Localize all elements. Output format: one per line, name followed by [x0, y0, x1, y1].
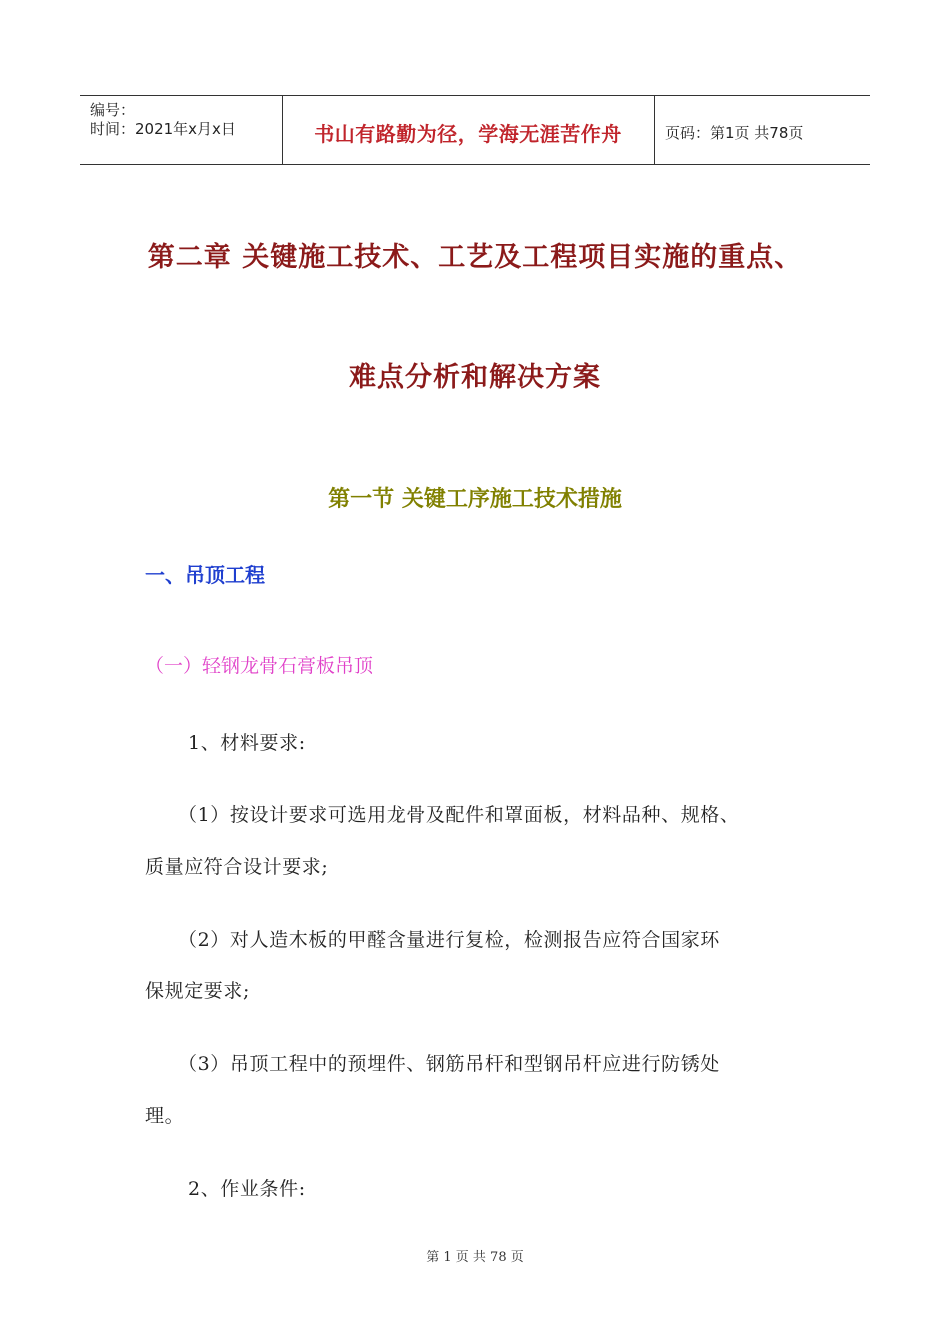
- para1-line1: （1）按设计要求可选用龙骨及配件和罩面板，材料品种、规格、: [178, 804, 740, 826]
- page-code: 页码：第1页 共78页: [665, 124, 804, 142]
- para1-line2: 质量应符合设计要求;: [145, 856, 329, 878]
- para2-line1: （2）对人造木板的甲醛含量进行复检，检测报告应符合国家环: [178, 929, 720, 951]
- para3-line1: （3）吊顶工程中的预埋件、钢筋吊杆和型钢吊杆应进行防锈处: [178, 1053, 720, 1075]
- item-work-conditions: 2、作业条件:: [188, 1178, 306, 1200]
- motto: 书山有路勤为径，学海无涯苦作舟: [314, 122, 622, 146]
- chapter-title-line2: 难点分析和解决方案: [349, 362, 601, 393]
- para3-line2: 理。: [145, 1105, 185, 1127]
- heading-light-steel-keel: （一）轻钢龙骨石膏板吊顶: [145, 655, 374, 677]
- heading-ceiling-works: 一、吊顶工程: [145, 563, 265, 587]
- para2-line2: 保规定要求;: [145, 980, 251, 1002]
- page-footer: 第 1 页 共 78 页: [426, 1250, 524, 1265]
- header-motto-cell: [282, 96, 655, 164]
- section-title: 第一节 关键工序施工技术措施: [328, 486, 622, 512]
- header-left-cell: [80, 96, 283, 164]
- number-label: 编号：: [90, 101, 136, 119]
- header-page-cell: [655, 96, 870, 164]
- header-table: [80, 95, 870, 165]
- time-label: 时间：2021年x月x日: [90, 120, 236, 138]
- item-material-requirements: 1、材料要求:: [188, 732, 306, 754]
- chapter-title-line1: 第二章 关键施工技术、工艺及工程项目实施的重点、: [147, 242, 803, 273]
